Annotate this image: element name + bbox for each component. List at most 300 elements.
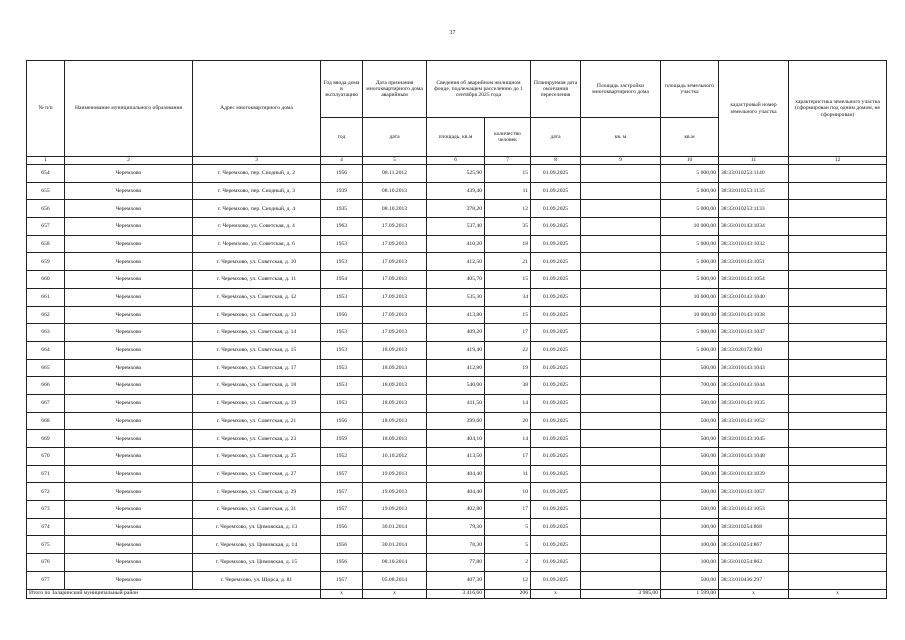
cadastral-cell: 38:33:010143:1051 (719, 253, 789, 271)
land-char-cell (789, 412, 887, 430)
cadastral-cell: 38:33:010143:1032 (719, 235, 789, 253)
sub-area-header: площадь, кв.м (427, 118, 485, 157)
planned-date-cell: 01.09.2025 (531, 182, 581, 200)
planned-date-cell: 01.09.2025 (531, 200, 581, 218)
address-cell: г. Черемхово, ул. Цимовская, д. 14 (193, 536, 321, 554)
land-char-cell (789, 554, 887, 572)
row-number: 664 (27, 341, 65, 359)
building-area-cell (581, 288, 661, 306)
planned-date-cell: 01.09.2025 (531, 501, 581, 519)
people-cell: 15 (485, 271, 531, 289)
area-cell: 399,60 (427, 412, 485, 430)
address-cell: г. Черемхово, ул. Советская, д. 12 (193, 288, 321, 306)
municipality-cell: Черемхово (65, 253, 193, 271)
cadastral-cell: 38:33:010436:297 (719, 571, 789, 589)
table-row (27, 200, 887, 218)
row-number: 668 (27, 412, 65, 430)
emergency-date-cell: 19.09.2013 (363, 501, 427, 519)
emergency-date-cell: 18.09.2013 (363, 430, 427, 448)
people-cell: 11 (485, 182, 531, 200)
land-char-cell (789, 324, 887, 342)
emergency-date-cell: 08.10.2013 (363, 182, 427, 200)
emergency-date-cell: 17.09.2013 (363, 235, 427, 253)
emergency-date-cell: 30.01.2014 (363, 536, 427, 554)
total-building: 3 985,00 (581, 589, 661, 598)
year-cell: 1957 (321, 483, 363, 501)
land-area-cell: 500,00 (661, 571, 719, 589)
cadastral-cell: 38:33:010143:1052 (719, 412, 789, 430)
municipality-cell: Черемхово (65, 306, 193, 324)
land-char-cell (789, 377, 887, 395)
column-number: 11 (719, 157, 789, 165)
column-number: 2 (65, 157, 193, 165)
row-number: 658 (27, 235, 65, 253)
municipality-cell: Черемхово (65, 501, 193, 519)
municipality-cell: Черемхово (65, 288, 193, 306)
cadastral-cell: 38:33:010143:1053 (719, 501, 789, 519)
building-area-cell (581, 394, 661, 412)
municipality-cell: Черемхово (65, 536, 193, 554)
row-number: 666 (27, 377, 65, 395)
emergency-date-cell: 17.09.2013 (363, 324, 427, 342)
address-cell: г. Черемхово, ул. Цимовская, д. 13 (193, 518, 321, 536)
planned-date-cell: 01.09.2025 (531, 324, 581, 342)
people-cell: 5 (485, 536, 531, 554)
col-planned-date-header: Планируемая дата окончания переселения (531, 61, 581, 118)
planned-date-cell: 01.09.2025 (531, 554, 581, 572)
planned-date-cell: 01.09.2025 (531, 483, 581, 501)
planned-date-cell: 01.09.2025 (531, 430, 581, 448)
sub-land-header: кв.м (661, 118, 719, 157)
table-row (27, 448, 887, 466)
land-char-cell (789, 448, 887, 466)
row-number: 670 (27, 448, 65, 466)
land-area-cell: 100,00 (661, 518, 719, 536)
planned-date-cell: 01.09.2025 (531, 536, 581, 554)
land-area-cell: 5 000,00 (661, 165, 719, 183)
planned-date-cell: 01.09.2025 (531, 235, 581, 253)
column-number: 9 (581, 157, 661, 165)
emergency-date-cell: 18.09.2013 (363, 412, 427, 430)
col-land-area-header: площадь земельного участка (661, 61, 719, 118)
building-area-cell (581, 465, 661, 483)
planned-date-cell: 01.09.2025 (531, 377, 581, 395)
area-cell: 412,80 (427, 359, 485, 377)
column-number: 7 (485, 157, 531, 165)
municipality-cell: Черемхово (65, 182, 193, 200)
area-cell: 402,80 (427, 501, 485, 519)
municipality-cell: Черемхово (65, 235, 193, 253)
planned-date-cell: 01.09.2025 (531, 394, 581, 412)
table-row (27, 571, 887, 589)
planned-date-cell: 01.09.2025 (531, 518, 581, 536)
total-cadastral: x (719, 589, 789, 598)
building-area-cell (581, 200, 661, 218)
building-area-cell (581, 165, 661, 183)
people-cell: 34 (485, 288, 531, 306)
row-number: 654 (27, 165, 65, 183)
year-cell: 1953 (321, 394, 363, 412)
planned-date-cell: 01.09.2025 (531, 288, 581, 306)
row-number: 667 (27, 394, 65, 412)
table-row (27, 306, 887, 324)
land-area-cell: 700,00 (661, 377, 719, 395)
cadastral-cell: 38:33:010143:1054 (719, 271, 789, 289)
page-number: 37 (449, 30, 456, 36)
year-cell: 1956 (321, 536, 363, 554)
col-building-area-header: Площадь застройки многоквартирного дома (581, 61, 661, 118)
cadastral-cell: 38:33:010143:1045 (719, 430, 789, 448)
column-number: 1 (27, 157, 65, 165)
emergency-date-cell: 19.09.2013 (363, 465, 427, 483)
building-area-cell (581, 501, 661, 519)
land-char-cell (789, 253, 887, 271)
row-number: 656 (27, 200, 65, 218)
people-cell: 12 (485, 571, 531, 589)
col-cadastral-header: кадастровый номер земельного участка (719, 61, 789, 157)
land-char-cell (789, 341, 887, 359)
row-number: 655 (27, 182, 65, 200)
building-area-cell (581, 448, 661, 466)
table-row (27, 394, 887, 412)
building-area-cell (581, 182, 661, 200)
table-row (27, 501, 887, 519)
people-cell: 12 (485, 200, 531, 218)
year-cell: 1956 (321, 306, 363, 324)
address-cell: г. Черемхово, ул. Советская, д. 21 (193, 412, 321, 430)
land-area-cell: 100,00 (661, 554, 719, 572)
emergency-date-cell: 08.10.2014 (363, 554, 427, 572)
land-char-cell (789, 536, 887, 554)
emergency-housing-table (26, 60, 887, 599)
year-cell: 1954 (321, 271, 363, 289)
planned-date-cell: 01.09.2025 (531, 165, 581, 183)
address-cell: г. Черемхово, ул. Советская, д. 25 (193, 448, 321, 466)
people-cell: 20 (485, 412, 531, 430)
row-number: 663 (27, 324, 65, 342)
address-cell: г. Черемхово, пер. Сиодный, д. 3 (193, 182, 321, 200)
year-cell: 1939 (321, 182, 363, 200)
column-number-row (27, 157, 887, 165)
building-area-cell (581, 359, 661, 377)
row-number: 665 (27, 359, 65, 377)
municipality-cell: Черемхово (65, 394, 193, 412)
year-cell: 1957 (321, 571, 363, 589)
row-number: 673 (27, 501, 65, 519)
people-cell: 14 (485, 430, 531, 448)
area-cell: 540,00 (427, 377, 485, 395)
municipality-cell: Черемхово (65, 341, 193, 359)
land-char-cell (789, 571, 887, 589)
planned-date-cell: 01.09.2025 (531, 341, 581, 359)
row-number: 674 (27, 518, 65, 536)
sub-year-header: год (321, 118, 363, 157)
table-row (27, 554, 887, 572)
cadastral-cell: 38:33:010254:868 (719, 518, 789, 536)
planned-date-cell: 01.09.2025 (531, 253, 581, 271)
people-cell: 38 (485, 377, 531, 395)
year-cell: 1956 (321, 518, 363, 536)
emergency-date-cell: 18.09.2013 (363, 377, 427, 395)
area-cell: 79,30 (427, 518, 485, 536)
table-row (27, 518, 887, 536)
address-cell: г. Черемхово, ул. Советская, д. 17 (193, 359, 321, 377)
area-cell: 439,40 (427, 182, 485, 200)
cadastral-cell: 38:33:010143:1048 (719, 448, 789, 466)
people-cell: 17 (485, 324, 531, 342)
year-cell: 1952 (321, 448, 363, 466)
municipality-cell: Черемхово (65, 465, 193, 483)
municipality-cell: Черемхово (65, 412, 193, 430)
address-cell: г. Черемхово, пер. Сиодный, д. 2 (193, 165, 321, 183)
municipality-cell: Черемхово (65, 200, 193, 218)
total-land: 1 599,00 (661, 589, 719, 598)
area-cell: 78,30 (427, 536, 485, 554)
land-area-cell: 500,00 (661, 430, 719, 448)
cadastral-cell: 38:33:010143:1043 (719, 359, 789, 377)
land-char-cell (789, 518, 887, 536)
area-cell: 525,90 (427, 165, 485, 183)
row-number: 677 (27, 571, 65, 589)
people-cell: 15 (485, 306, 531, 324)
land-char-cell (789, 306, 887, 324)
building-area-cell (581, 324, 661, 342)
row-number: 661 (27, 288, 65, 306)
sub-building-header: кв. м (581, 118, 661, 157)
area-cell: 404,40 (427, 465, 485, 483)
row-number: 657 (27, 218, 65, 236)
column-number: 3 (193, 157, 321, 165)
land-area-cell: 500,00 (661, 412, 719, 430)
building-area-cell (581, 483, 661, 501)
area-cell: 410,20 (427, 235, 485, 253)
address-cell: г. Черемхово, ул. Советская, д. 15 (193, 341, 321, 359)
cadastral-cell: 38:33:020172:860 (719, 341, 789, 359)
land-area-cell: 500,00 (661, 394, 719, 412)
total-row (27, 589, 887, 598)
cadastral-cell: 38:33:010143:1044 (719, 377, 789, 395)
year-cell: 1963 (321, 218, 363, 236)
area-cell: 404,40 (427, 483, 485, 501)
year-cell: 1953 (321, 341, 363, 359)
year-cell: 1953 (321, 359, 363, 377)
building-area-cell (581, 571, 661, 589)
row-number: 675 (27, 536, 65, 554)
emergency-date-cell: 30.01.2014 (363, 518, 427, 536)
sub-date-header: дата (363, 118, 427, 157)
land-char-cell (789, 430, 887, 448)
planned-date-cell: 01.09.2025 (531, 359, 581, 377)
cadastral-cell: 38:33:010254:862 (719, 554, 789, 572)
area-cell: 412,50 (427, 253, 485, 271)
land-area-cell: 5 000,00 (661, 324, 719, 342)
land-area-cell: 500,00 (661, 448, 719, 466)
land-char-cell (789, 218, 887, 236)
building-area-cell (581, 536, 661, 554)
year-cell: 1953 (321, 253, 363, 271)
area-cell: 419,40 (427, 341, 485, 359)
land-char-cell (789, 165, 887, 183)
address-cell: г. Черемхово, ул. Советская, д. 23 (193, 430, 321, 448)
table-row (27, 483, 887, 501)
area-cell: 409,20 (427, 324, 485, 342)
address-cell: г. Черемхово, ул. Советская, д. 6 (193, 235, 321, 253)
cadastral-cell: 38:33:010143:1038 (719, 306, 789, 324)
planned-date-cell: 01.09.2025 (531, 412, 581, 430)
building-area-cell (581, 554, 661, 572)
row-number: 660 (27, 271, 65, 289)
land-char-cell (789, 465, 887, 483)
people-cell: 11 (485, 465, 531, 483)
people-cell: 18 (485, 235, 531, 253)
land-area-cell: 500,00 (661, 465, 719, 483)
building-area-cell (581, 430, 661, 448)
row-number: 662 (27, 306, 65, 324)
col-emergency-date-header: Дата признания многоквартирного дома аварийным (363, 61, 427, 118)
emergency-date-cell: 08.10.2013 (363, 200, 427, 218)
land-area-cell: 10 000,00 (661, 288, 719, 306)
column-number: 5 (363, 157, 427, 165)
land-area-cell: 500,00 (661, 483, 719, 501)
municipality-cell: Черемхово (65, 271, 193, 289)
address-cell: г. Черемхово, ул. Советская, д. 11 (193, 271, 321, 289)
col-num-header: № п/п (27, 61, 65, 157)
land-area-cell: 5 000,00 (661, 182, 719, 200)
table-row (27, 271, 887, 289)
land-area-cell: 5 000,00 (661, 271, 719, 289)
cadastral-cell: 38:33:010143:1047 (719, 324, 789, 342)
people-cell: 14 (485, 394, 531, 412)
address-cell: г. Черемхово, ул. Советская, д. 10 (193, 253, 321, 271)
land-char-cell (789, 501, 887, 519)
cadastral-cell: 38:33:010143:1039 (719, 465, 789, 483)
land-area-cell: 10 000,00 (661, 218, 719, 236)
table-row (27, 465, 887, 483)
row-number: 669 (27, 430, 65, 448)
planned-date-cell: 01.09.2025 (531, 271, 581, 289)
table-row (27, 341, 887, 359)
table-row (27, 377, 887, 395)
area-cell: 405,70 (427, 271, 485, 289)
area-cell: 411,50 (427, 394, 485, 412)
people-cell: 15 (485, 165, 531, 183)
column-number: 10 (661, 157, 719, 165)
year-cell: 1957 (321, 465, 363, 483)
row-number: 671 (27, 465, 65, 483)
land-area-cell: 5 000,00 (661, 253, 719, 271)
year-cell: 1953 (321, 288, 363, 306)
col-address-header: Адрес многоквартирного дома (193, 61, 321, 157)
planned-date-cell: 01.09.2025 (531, 448, 581, 466)
emergency-date-cell: 18.09.2013 (363, 341, 427, 359)
cadastral-cell: 38:33:010254:867 (719, 536, 789, 554)
planned-date-cell: 01.09.2025 (531, 571, 581, 589)
people-cell: 19 (485, 359, 531, 377)
municipality-cell: Черемхово (65, 377, 193, 395)
planned-date-cell: 01.09.2025 (531, 218, 581, 236)
planned-date-cell: 01.09.2025 (531, 306, 581, 324)
cadastral-cell: 38:33:010143:1034 (719, 218, 789, 236)
cadastral-cell: 38:33:010143:1057 (719, 483, 789, 501)
total-label: Итого по Заларинский муниципальный район (27, 589, 321, 598)
total-date: x (363, 589, 427, 598)
area-cell: 537,40 (427, 218, 485, 236)
people-cell: 10 (485, 483, 531, 501)
municipality-cell: Черемхово (65, 518, 193, 536)
year-cell: 1956 (321, 554, 363, 572)
municipality-cell: Черемхово (65, 324, 193, 342)
land-char-cell (789, 182, 887, 200)
table-row (27, 288, 887, 306)
emergency-date-cell: 10.10.2012 (363, 448, 427, 466)
emergency-date-cell: 17.09.2013 (363, 306, 427, 324)
col-land-char-header: характеристика земельного участка (сформирован под одним домом, не сформирован) (789, 61, 887, 157)
building-area-cell (581, 412, 661, 430)
col-year-header: Год ввода дома в эксплуатацию (321, 61, 363, 118)
sub-people-header: количество человек (485, 118, 531, 157)
municipality-cell: Черемхово (65, 448, 193, 466)
municipality-cell: Черемхово (65, 359, 193, 377)
address-cell: г. Черемхово, пер. Сиодный, д. 4 (193, 200, 321, 218)
table-row (27, 235, 887, 253)
table-row (27, 536, 887, 554)
people-cell: 17 (485, 501, 531, 519)
building-area-cell (581, 377, 661, 395)
year-cell: 1953 (321, 235, 363, 253)
land-area-cell: 10 000,00 (661, 306, 719, 324)
building-area-cell (581, 271, 661, 289)
table-row (27, 165, 887, 183)
table-row (27, 412, 887, 430)
emergency-date-cell: 17.09.2013 (363, 271, 427, 289)
total-people: 206 (485, 589, 531, 598)
cadastral-cell: 38:33:010253:1140 (719, 165, 789, 183)
emergency-date-cell: 19.09.2013 (363, 483, 427, 501)
table-row (27, 218, 887, 236)
address-cell: г. Черемхово, ул. Щорса, д. 81 (193, 571, 321, 589)
municipality-cell: Черемхово (65, 483, 193, 501)
land-area-cell: 5 000,00 (661, 200, 719, 218)
area-cell: 413,50 (427, 448, 485, 466)
people-cell: 22 (485, 341, 531, 359)
address-cell: г. Черемхово, ул. Советская, д. 31 (193, 501, 321, 519)
column-number: 6 (427, 157, 485, 165)
year-cell: 1956 (321, 165, 363, 183)
emergency-date-cell: 05.08.2014 (363, 571, 427, 589)
area-cell: 404,10 (427, 430, 485, 448)
cadastral-cell: 38:33:010253:1133 (719, 200, 789, 218)
land-char-cell (789, 235, 887, 253)
building-area-cell (581, 218, 661, 236)
row-number: 672 (27, 483, 65, 501)
land-area-cell: 5 000,00 (661, 341, 719, 359)
address-cell: г. Черемхово, ул. Цимовская, д. 15 (193, 554, 321, 572)
total-year: x (321, 589, 363, 598)
emergency-date-cell: 17.09.2013 (363, 288, 427, 306)
year-cell: 1953 (321, 377, 363, 395)
column-number: 4 (321, 157, 363, 165)
column-number: 8 (531, 157, 581, 165)
area-cell: 535,30 (427, 288, 485, 306)
municipality-cell: Черемхово (65, 218, 193, 236)
land-area-cell: 100,00 (661, 536, 719, 554)
people-cell: 2 (485, 554, 531, 572)
year-cell: 1959 (321, 430, 363, 448)
table-row (27, 182, 887, 200)
table-body (27, 165, 887, 590)
municipality-cell: Черемхово (65, 554, 193, 572)
total-char: x (789, 589, 887, 598)
